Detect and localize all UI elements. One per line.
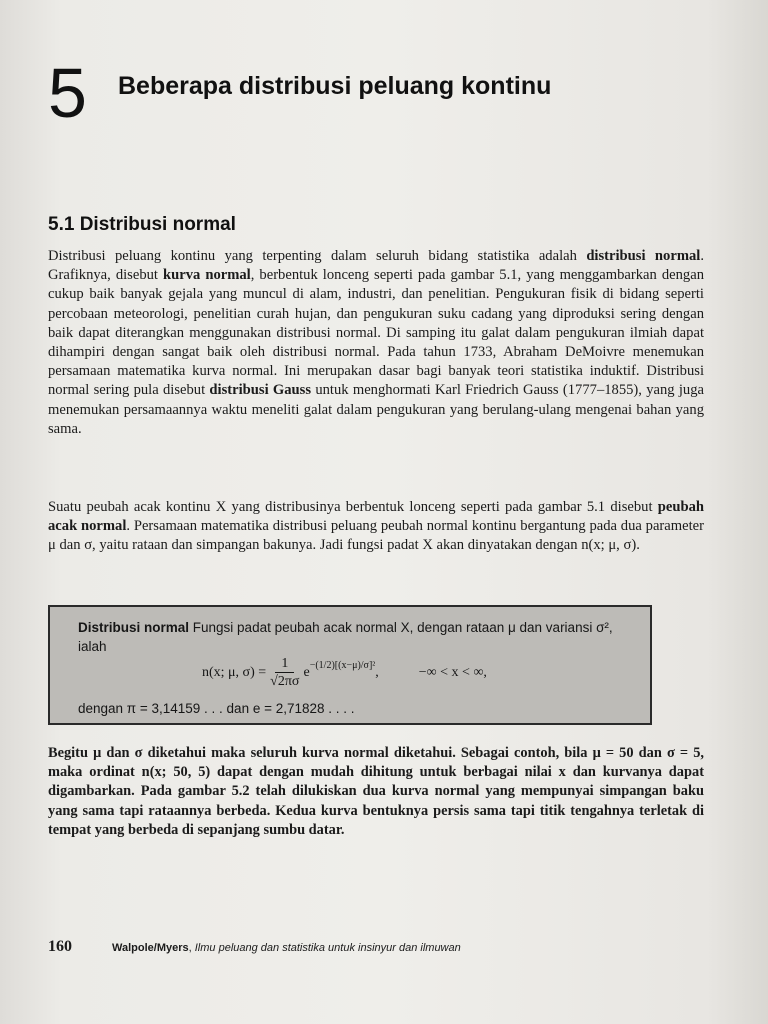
page-footer (48, 938, 461, 956)
formula-comma: , (375, 665, 379, 680)
text-run: . Persamaan matematika distribusi peluang peubah normal kontinu bergantung pada dua parameter μ dan σ, yaitu rataan dan simpangan bakunya. Jadi fungsi padat X akan dinyatakan dengan n(x; μ, σ). (48, 518, 704, 554)
formula-fraction (270, 655, 299, 691)
term-peubah-acak-normal: peubah acak normal (48, 499, 704, 535)
paragraph-intro (48, 247, 704, 439)
formula-exp-base: e (303, 665, 310, 680)
text-run: . Grafiknya, disebut (48, 248, 704, 284)
definition-box (48, 605, 652, 725)
footer-separator: , (188, 942, 195, 954)
formula-lhs: n(x; μ, σ) = (202, 665, 267, 680)
footer-book-subtitle: untuk insinyur dan ilmuwan (325, 942, 461, 954)
formula-range: −∞ < x < ∞, (418, 665, 487, 680)
text-run: , berbentuk lonceng seperti pada gambar 5.1, yang menggambarkan dengan cukup baik banyak gejala yang muncul di alam, industri, dan penelitian. Pengukuran fisik di bidang seperti percobaan meteorologi, penelitian curah hujan, dan pengukuran suku cadang yang diproduksi sering dengan baik dapat diterangkan menggunakan distribusi normal. Di samping itu galat dalam pengukuran ilmiah dapat dihampiri dengan sangat baik oleh distribusi normal. Pada tahun 1733, Abraham DeMoivre menemukan persamaan matematika kurva normal. Ini merupakan dasar bagi banyak teori statistika induktif. Distribusi normal sering pula disebut (48, 267, 704, 399)
definition-constants: dengan π = 3,14159 . . . dan e = 2,71828 . . . . (78, 701, 355, 716)
definition-statement (78, 618, 638, 656)
footer-book-title: Ilmu peluang dan statistika (194, 942, 325, 954)
book-citation (112, 942, 461, 954)
definition-text: Fungsi padat peubah acak normal X, dengan rataan μ dan variansi σ², ialah (78, 620, 613, 654)
text-run: Distribusi peluang kontinu yang terpenting dalam seluruh bidang statistika adalah (48, 248, 587, 264)
formula-exponent: −(1/2)[(x−μ)/σ]² (309, 659, 376, 671)
chapter-title: Beberapa distribusi peluang kontinu (118, 72, 552, 100)
normal-density-formula (202, 655, 487, 691)
term-distribusi-normal: distribusi normal (586, 248, 701, 264)
term-distribusi-gauss: distribusi Gauss (209, 382, 312, 399)
text-run: untuk menghormati Karl Friedrich Gauss (1777–1855), yang juga menemukan persamaannya waktu meneliti galat dalam pengukuran yang berulang-ulang mengenai bahan yang sama. (48, 382, 704, 437)
footer-authors: Walpole/Myers (112, 942, 189, 954)
paragraph-random-variable (48, 498, 704, 556)
text-run: Suatu peubah acak kontinu X yang distribusinya berbentuk lonceng seperti pada gambar 5.1 disebut (48, 499, 658, 515)
formula-numerator: 1 (275, 655, 294, 673)
chapter-number: 5 (48, 54, 87, 132)
paragraph-example: Begitu μ dan σ diketahui maka seluruh kurva normal diketahui. Sebagai contoh, bila μ = 50 dan σ = 5, maka ordinat n(x; 50, 5) dapat dengan mudah dihitung untuk berbagai nilai x dan kurvanya dapat digambarkan. Pada gambar 5.2 telah dilukiskan dua kurva normal yang mempunyai simpangan baku yang sama tapi rataannya berbeda. Kedua kurva bentuknya persis sama tapi titik tengahnya terletak di tempat yang berbeda di sepanjang sumbu datar. (48, 745, 704, 838)
section-title: 5.1 Distribusi normal (48, 214, 236, 235)
definition-term: Distribusi normal (78, 620, 190, 635)
formula-denominator: √2πσ (270, 674, 300, 689)
page-number: 160 (48, 938, 72, 955)
term-kurva-normal: kurva normal (163, 267, 251, 284)
